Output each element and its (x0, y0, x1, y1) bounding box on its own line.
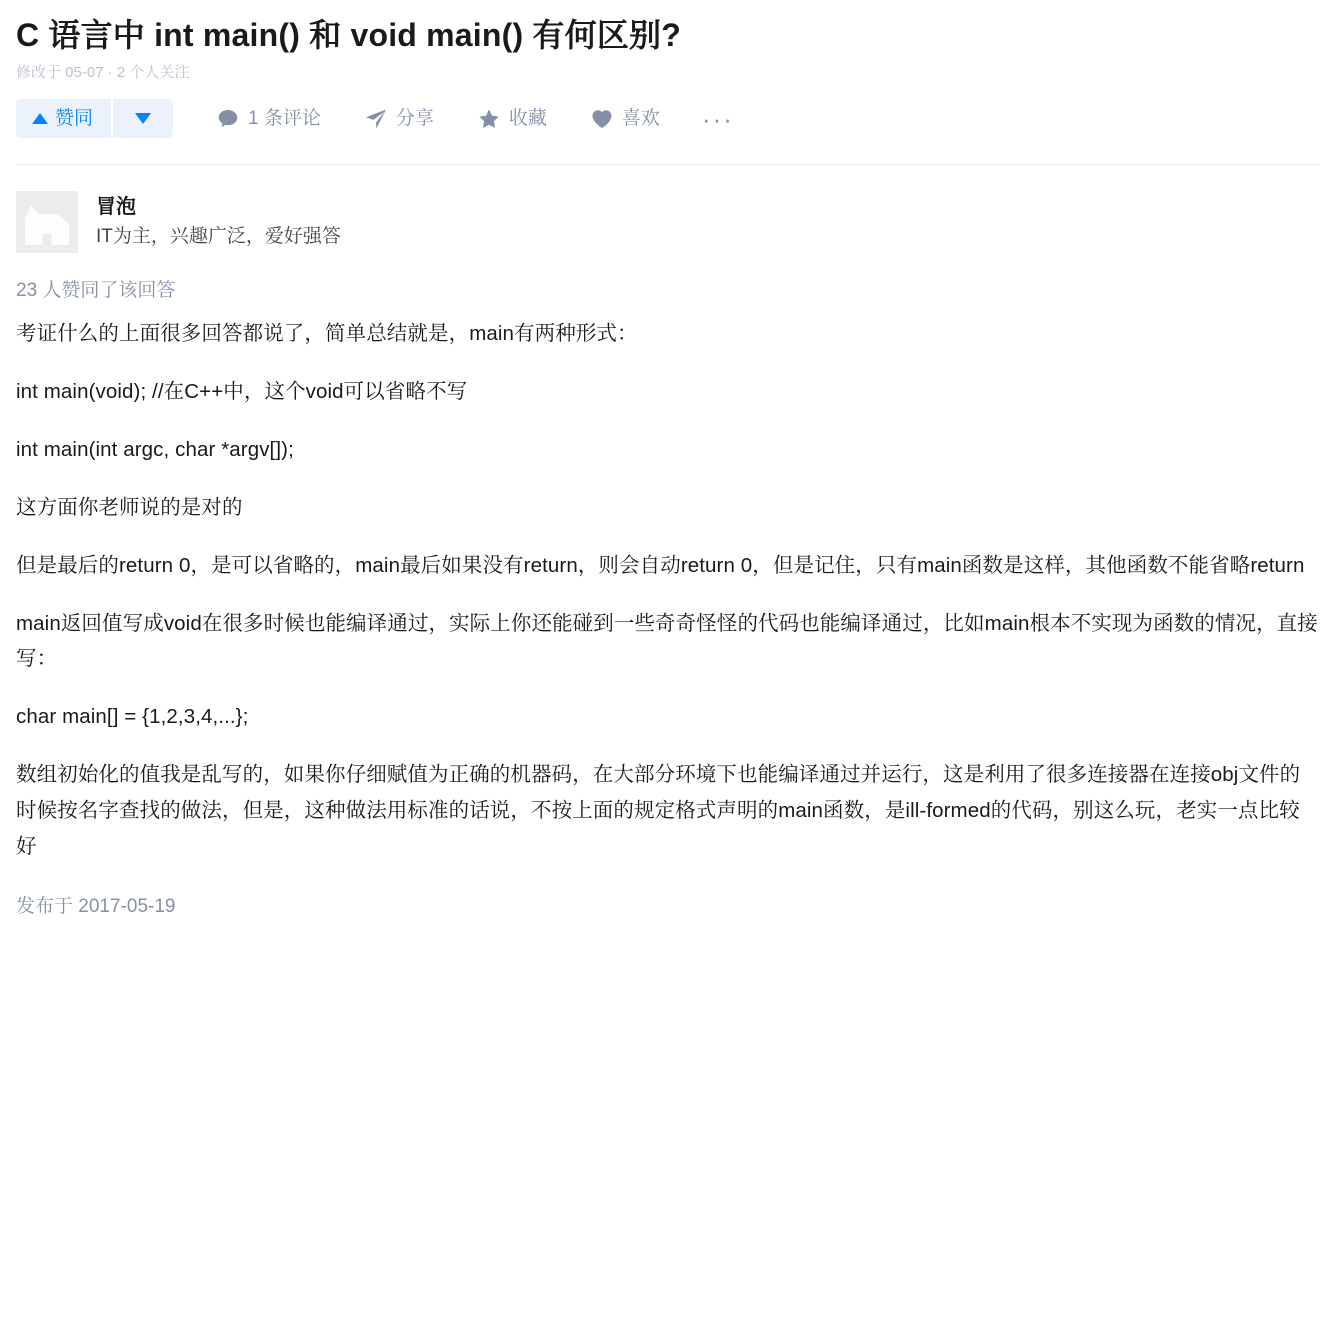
author-row (16, 191, 1320, 253)
share-button[interactable] (365, 108, 434, 130)
favorite-label: 收藏 (508, 108, 547, 130)
page-title: C 语言中 int main() 和 void main() 有何区别? (16, 17, 681, 53)
answer-content (16, 316, 1320, 865)
comment-label: 1 条评论 (248, 108, 321, 130)
favorite-button[interactable] (478, 108, 547, 130)
share-icon (365, 108, 387, 130)
downvote-button[interactable] (113, 99, 173, 138)
voters-count: 23 人赞同了该回答 (16, 280, 176, 302)
publish-time: 发布于 2017-05-19 (16, 895, 176, 917)
upvote-button[interactable] (16, 99, 111, 138)
answer-paragraph: int main(int argc, char *argv[]); (16, 437, 294, 461)
comment-icon (217, 108, 239, 130)
default-avatar-icon (25, 205, 69, 245)
upvote-label: 赞同 (55, 108, 94, 130)
star-icon (478, 108, 500, 130)
comment-button[interactable] (217, 108, 321, 130)
vote-group (16, 99, 173, 138)
author-bio: IT为主，兴趣广泛，爱好强答 (96, 226, 341, 248)
answer-paragraph: int main(void); //在C++中，这个void可以省略不写 (16, 380, 468, 404)
answer-paragraph: 这方面你老师说的是对的 (16, 495, 243, 519)
answer-paragraph: main返回值写成void在很多时候也能编译通过，实际上你还能碰到一些奇奇怪怪的代码也能编译通过，比如main根本不实现为函数的情况，直接写： (16, 611, 1318, 671)
share-label: 分享 (395, 108, 434, 130)
answer-paragraph: 但是最后的return 0，是可以省略的，main最后如果没有return，则会自动return 0，但是记住，只有main函数是这样，其他函数不能省略return (16, 553, 1305, 577)
answer-paragraph: 数组初始化的值我是乱写的，如果你仔细赋值为正确的机器码，在大部分环境下也能编译通过并运行，这是利用了很多连接器在连接obj文件的时候按名字查找的做法，但是，这种做法用标准的话说，不按上面的规定格式声明的main函数，是ill-formed的代码，别这么玩，老实一点比较好 (16, 763, 1301, 858)
action-bar (16, 99, 1320, 165)
answer-paragraph: 考证什么的上面很多回答都说了，简单总结就是，main有两种形式： (16, 322, 638, 346)
more-actions-button[interactable]: ··· (701, 103, 734, 134)
like-button[interactable] (591, 108, 660, 130)
answer-page (0, 14, 1336, 930)
author-name[interactable]: 冒泡 (96, 196, 136, 219)
author-info (96, 193, 341, 251)
question-meta: 修改于 05-07 · 2 个人关注 (16, 64, 190, 82)
heart-icon (591, 108, 613, 130)
triangle-up-icon (32, 113, 48, 124)
triangle-down-icon (135, 113, 151, 124)
answer-paragraph: char main[] = {1,2,3,4,...}; (16, 705, 249, 729)
avatar[interactable] (16, 191, 78, 253)
like-label: 喜欢 (621, 108, 660, 130)
